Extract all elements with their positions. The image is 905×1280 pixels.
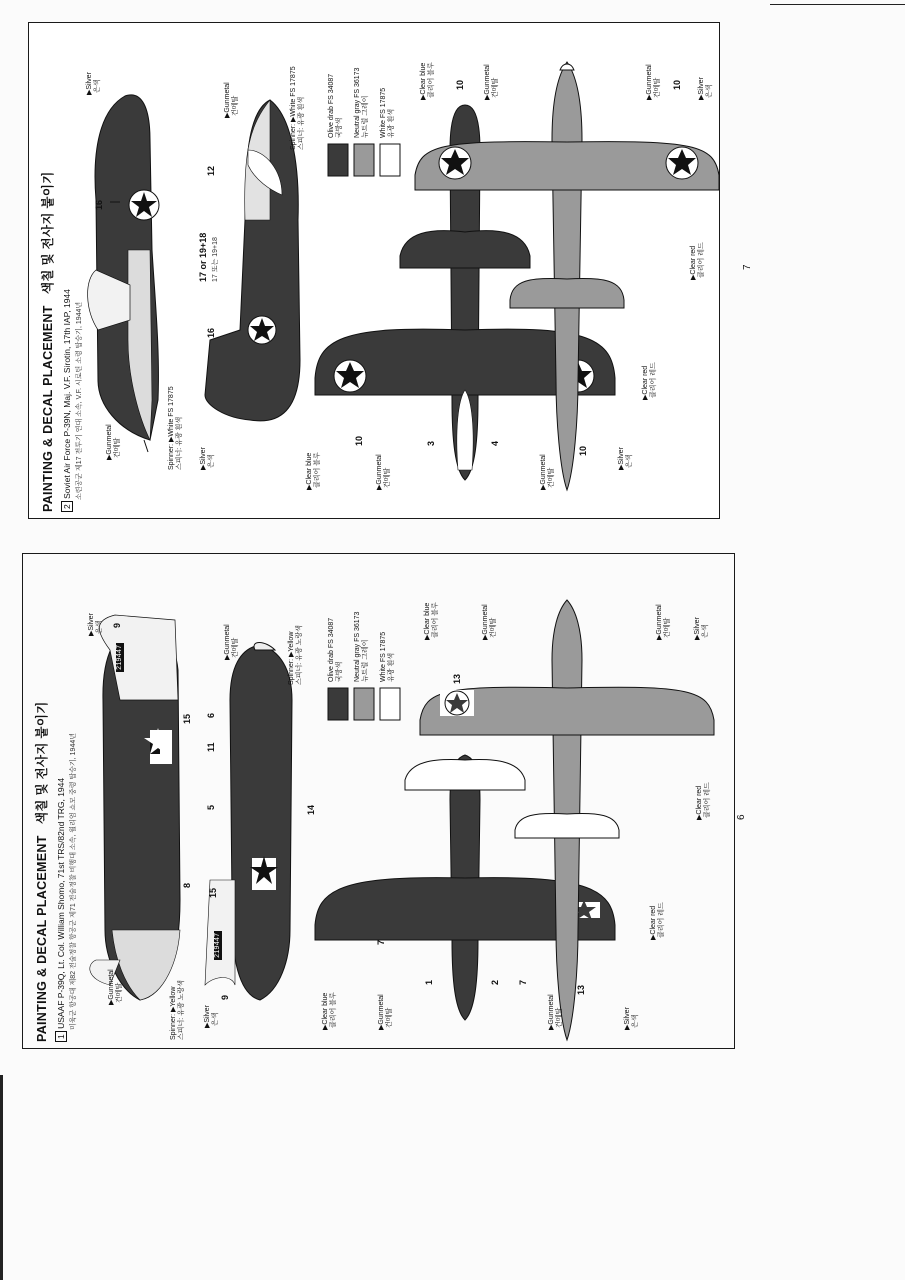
scheme-text: USAAF P-39Q, Lt. Col. William Shomo, 71st TRS/82nd TRG, 1944	[56, 777, 66, 1029]
callout-clear-red-2: ▶Clear red 클리어 레드	[690, 242, 705, 280]
scheme-2-title	[62, 289, 72, 512]
callout-gunmetal-4: ▶Gunmetal 건메탈	[548, 994, 563, 1030]
decal-16-b: 16	[206, 327, 216, 338]
swatch-olive-drab-top	[328, 144, 348, 176]
decal-8: 8	[182, 882, 192, 888]
decal-11: 11	[206, 742, 216, 752]
legend-neutral-gray: Neutral gray FS 36173 뉴트럴 그레이	[354, 67, 369, 138]
scheme-text-kr: 소련공군 제17 전투기 연대 소속, V.F. 시로틴 소령 탑승기, 1944년	[76, 301, 83, 500]
decal-15-a: 15	[182, 713, 192, 724]
decal-10-b: 10	[578, 445, 588, 456]
legend-olive-drab: Olive drab FS 34087 국방색	[328, 617, 343, 682]
decal-9-b: 9	[220, 994, 230, 1000]
decal-5: 5	[206, 804, 216, 810]
page-number: 6	[736, 814, 747, 820]
callout-clear-blue: ▶Clear blue 클리어 블루	[322, 992, 337, 1030]
callout-silver-4: ▶Silver 은색	[698, 77, 713, 100]
decal-10-c: 10	[455, 79, 465, 90]
callout-silver: ▶Silver 은색	[88, 613, 103, 636]
decal-3: 3	[426, 440, 436, 446]
top-side-view-1	[88, 95, 159, 452]
page-number: 7	[742, 264, 753, 270]
swatch-white-top	[380, 144, 400, 176]
header-kr: 색칠 및 전사지 붙이기	[41, 171, 55, 295]
callout-gunmetal-2: ▶Gunmetal 건메탈	[224, 82, 239, 118]
decal-6: 6	[206, 712, 216, 718]
scheme-1-title	[56, 778, 66, 1042]
scheme-text: Soviet Air Force P-39N, Maj. V.F. Sirotin, 17th IAP, 1944	[62, 289, 72, 499]
legend-olive-drab: Olive drab FS 34087 국방색	[328, 73, 343, 138]
callout-silver-3: ▶Silver 은색	[624, 1007, 639, 1030]
callout-gunmetal-5: ▶Gunmetal 건메탈	[482, 604, 497, 640]
decal-7-a: 7	[376, 939, 386, 945]
scheme-number: 2	[61, 501, 73, 512]
decal-9-a: 9	[112, 622, 122, 628]
instruction-page-6	[22, 553, 735, 1049]
callout-spinner-2: Spinner: ▶Yellow 스피너: 유광 노랑색	[288, 625, 303, 685]
callout-clear-red: ▶Clear red 클리어 레드	[650, 902, 665, 940]
decal-10-a: 10	[354, 435, 364, 446]
callout-gunmetal-4: ▶Gunmetal 건메탈	[540, 454, 555, 490]
header-en: PAINTING & DECAL PLACEMENT	[41, 305, 55, 512]
serial-number-a: 219447	[116, 644, 124, 670]
callout-clear-blue-2: ▶Clear blue 클리어 블루	[420, 62, 435, 100]
callout-spinner: Spinner: ▶White FS 17875 스피너: 유광 흰색	[168, 386, 183, 470]
callout-gunmetal-3: ▶Gunmetal 건메탈	[376, 454, 391, 490]
legend-white: White FS 17875 유광 흰색	[380, 87, 395, 138]
callout-gunmetal-3: ▶Gunmetal 건메탈	[378, 994, 393, 1030]
swatch-neutral-gray-top	[354, 144, 374, 176]
decal-10-d: 10	[672, 79, 682, 90]
scan-edge-left	[0, 1075, 3, 1280]
scheme-number: 1	[55, 1031, 67, 1042]
decal-12: 12	[206, 165, 216, 176]
scheme-text-kr: 미육군 항공대 제82 전술정찰 항공군 제71 전술정찰 비행대 소속, 윌리엄 쇼모 중령 탑승기, 1944년	[70, 733, 77, 1030]
decal-2: 2	[490, 979, 500, 985]
callout-silver-4: ▶Silver 은색	[694, 617, 709, 640]
callout-gunmetal-2: ▶Gunmetal 건메탈	[224, 624, 239, 660]
decal-13-b: 13	[452, 673, 462, 684]
callout-silver: ▶Silver 은색	[86, 72, 101, 95]
serial-number-b: 219447	[214, 932, 222, 958]
callout-gunmetal: ▶Gunmetal 건메탈	[108, 969, 123, 1005]
page-6-header	[32, 701, 50, 1042]
header-kr: 색칠 및 전사지 붙이기	[35, 701, 49, 825]
legend-white: White FS 17875 유광 흰색	[380, 631, 395, 682]
callout-silver-2: ▶Silver 은색	[200, 447, 215, 470]
decal-17-or-19-18-kr: 17 또는 19+18	[212, 237, 219, 282]
callout-clear-red: ▶Clear red 클리어 레드	[642, 362, 657, 400]
callout-clear-blue: ▶Clear blue 클리어 블루	[306, 452, 321, 490]
decal-4: 4	[490, 440, 500, 446]
decal-14: 14	[306, 804, 316, 815]
callout-clear-blue-2: ▶Clear blue 클리어 블루	[424, 602, 439, 640]
decal-15-b: 15	[208, 887, 218, 898]
callout-silver-2: ▶Silver 은색	[204, 1005, 219, 1028]
decal-16-a: 16	[94, 199, 104, 210]
decal-7-b: 7	[518, 979, 528, 985]
callout-gunmetal-6: ▶Gunmetal 건메탈	[646, 64, 661, 100]
legend-neutral-gray: Neutral gray FS 36173 뉴트럴 그레이	[354, 611, 369, 682]
callout-gunmetal-6: ▶Gunmetal 건메탈	[656, 604, 671, 640]
decal-13-a: 13	[576, 984, 586, 995]
callout-gunmetal: ▶Gunmetal 건메탈	[106, 424, 121, 460]
callout-silver-3: ▶Silver 은색	[618, 447, 633, 470]
header-en: PAINTING & DECAL PLACEMENT	[35, 835, 49, 1042]
callout-gunmetal-5: ▶Gunmetal 건메탈	[484, 64, 499, 100]
decal-17-or-19-18: 17 or 19+18	[198, 232, 208, 282]
callout-spinner-2: Spinner: ▶White FS 17875 스피너: 유광 흰색	[290, 66, 305, 150]
callout-clear-red-2: ▶Clear red 클리어 레드	[696, 782, 711, 820]
page-7-header	[38, 171, 56, 512]
scan-edge-top	[770, 4, 905, 5]
callout-spinner: Spinner: ▶Yellow 스피너: 유광 노랑색	[170, 980, 185, 1040]
decal-1: 1	[424, 979, 434, 985]
